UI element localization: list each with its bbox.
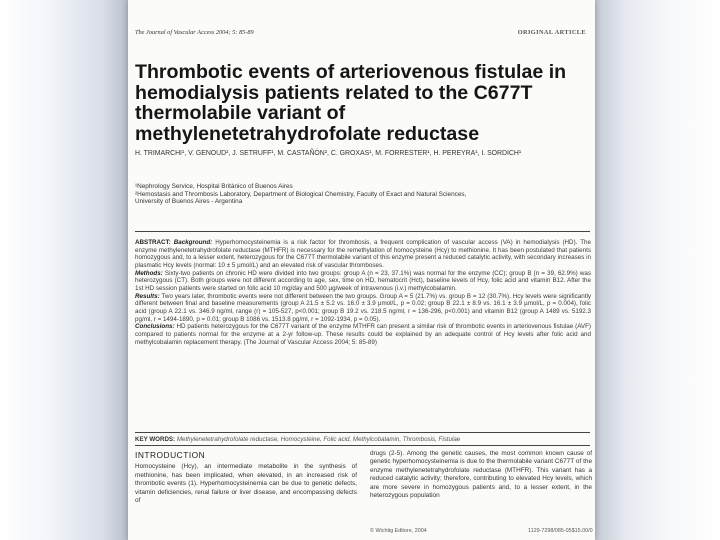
affiliations — [135, 183, 590, 206]
keywords-label: KEY WORDS: — [135, 436, 176, 443]
intro-text-right: drugs (2-5). Among the genetic causes, the most common known cause of genetic hyperhomocysteinemia is due to the thermolabile variant C677T of the enzyme methylenetetrahydrofolate reductase (MTHFR). This variant has a reduced catalytic activity; therefore, contributing to elevated Hcy levels, which are more severe in homozygous patients and, to a lesser extent, in the heterozygous population — [370, 450, 592, 500]
article-type: ORIGINAL ARTICLE — [517, 29, 586, 36]
abstract — [135, 239, 591, 346]
methods-text: Sixty-two patients on chronic HD were divided into two groups: group A (n = 23, 37.1%) was normal for the enzyme (CC); group B (n = 39, 62.9%) was heterozygous (CT). Both groups were not different according to age, sex, time on HD, hematocrit (Hct), baseline levels of Hcy, folic acid and vitamin B12. After the 1st HD session patients were started on folic acid 10 mg/day and 500 µg/week of intravenous (i.v.) methylcobalamin. — [135, 269, 591, 292]
results-text: Two years later, thrombotic events were not different between the two groups. Group A = 5 (21.7%) vs. group B = 12 (30.7%). Hcy levels were significantly different between final and baseline measurements (group A 21.5 ± 5.2 vs. 16.0 ± 3.9 µmol/L, p = 0.02; group B 22.1 ± 8.9 vs. 16.1 ± 3.9 µmol/L, p = 0.004), folic acid (group A 22.1 vs. 346.9 ng/ml, range (r) = 105-527, p<0.001; group B 19.2 vs. 218.5 ng/ml, r = 136-296, p<0.001) and vitamin B12 (group A 1489 vs. 5192.3 pg/ml, r = 1494-1890, p = 0.01; group B 1086 vs. 1513.8 pg/ml, r = 1092-1934, p = 0.05). — [135, 292, 591, 323]
abstract-label: ABSTRACT: — [135, 239, 171, 246]
section-heading: INTRODUCTION — [135, 450, 206, 460]
divider — [135, 231, 590, 232]
keywords — [135, 436, 591, 443]
affiliation-line: University of Buenos Aires - Argentina — [135, 198, 243, 206]
affiliation-line: ²Hemostasis and Thrombosis Laboratory, Department of Biological Chemistry, Faculty of Exact and Natural Sciences, — [135, 190, 467, 198]
divider — [135, 432, 590, 433]
conclusions-text: HD patients heterozygous for the C677T variant of the enzyme MTHFR can present a similar risk of thrombotic events in arteriovenous fistulae (AVF) compared to patients normal for the enzyme at a 2-yr follow-up. These results could be explained by an adequate control of Hcy levels after folic acid and methylcobalamin replacement therapy. (The Journal of Vascular Access 2004; 5: 85-89) — [135, 323, 591, 346]
intro-text-left: Homocysteine (Hcy), an intermediate metabolite in the synthesis of methionine, has been implicated, when elevated, in an increased risk of thrombotic events (1). Hyperhomocysteinemia can be due to genetic defects, vitamin deficiencies, renal failure or liver disease, and encompassing defects of — [135, 463, 357, 505]
copyright: © Wichtig Editore, 2004 — [370, 528, 427, 534]
keywords-text: Methylenetetrahydrofolate reductase, Homocysteine, Folic acid, Methylcobalamin, Thrombosis, Fistulae — [176, 436, 461, 443]
journal-citation: The Journal of Vascular Access 2004; 5: 85-89 — [135, 29, 254, 36]
methods-label: Methods: — [135, 269, 163, 277]
article-code: 1129-7298/085-05$15.00/0 — [528, 528, 593, 534]
affiliation-line: ¹Nephrology Service, Hospital Británico of Buenos Aires — [135, 183, 293, 190]
author-list: H. TRIMARCHI¹, V. GENOUD², J. SETRUFF¹, M. CASTAÑÓN², C. GROXAS¹, M. FORRESTER¹, H. PEREYRA¹, I. SORDICH¹ — [135, 150, 522, 157]
intro-column-right — [370, 450, 592, 500]
right-background — [595, 0, 720, 540]
results-label: Results: — [135, 292, 160, 300]
left-background — [0, 0, 128, 540]
journal-page — [128, 0, 595, 540]
intro-column-left — [135, 446, 357, 505]
background-text: Hyperhomocysteinemia is a risk factor for thrombosis, a frequent complication of vascular access (VA) in hemodialysis (HD). The enzyme methylenetetrahydrofolate reductase (MTHFR) is necessary for the remethylation of homocysteine (Hcy) to methionine. It has been postulated that patients homozygous and, to a lesser extent, heterozygous for the C677T thermolabile variant of this enzyme present a reduced catalytic activity, with secondary increases in plasmatic Hcy levels (normal: 10 ± 5 µmol/L) and an elevated risk of vascular thromboses. — [135, 239, 591, 269]
conclusions-label: Conclusions: — [135, 323, 175, 331]
background-label: Background: — [173, 239, 213, 246]
article-title: Thrombotic events of arteriovenous fistulae in hemodialysis patients related to the C677T thermolabile variant of methylenetetrahydrofolate reductase — [135, 61, 567, 145]
